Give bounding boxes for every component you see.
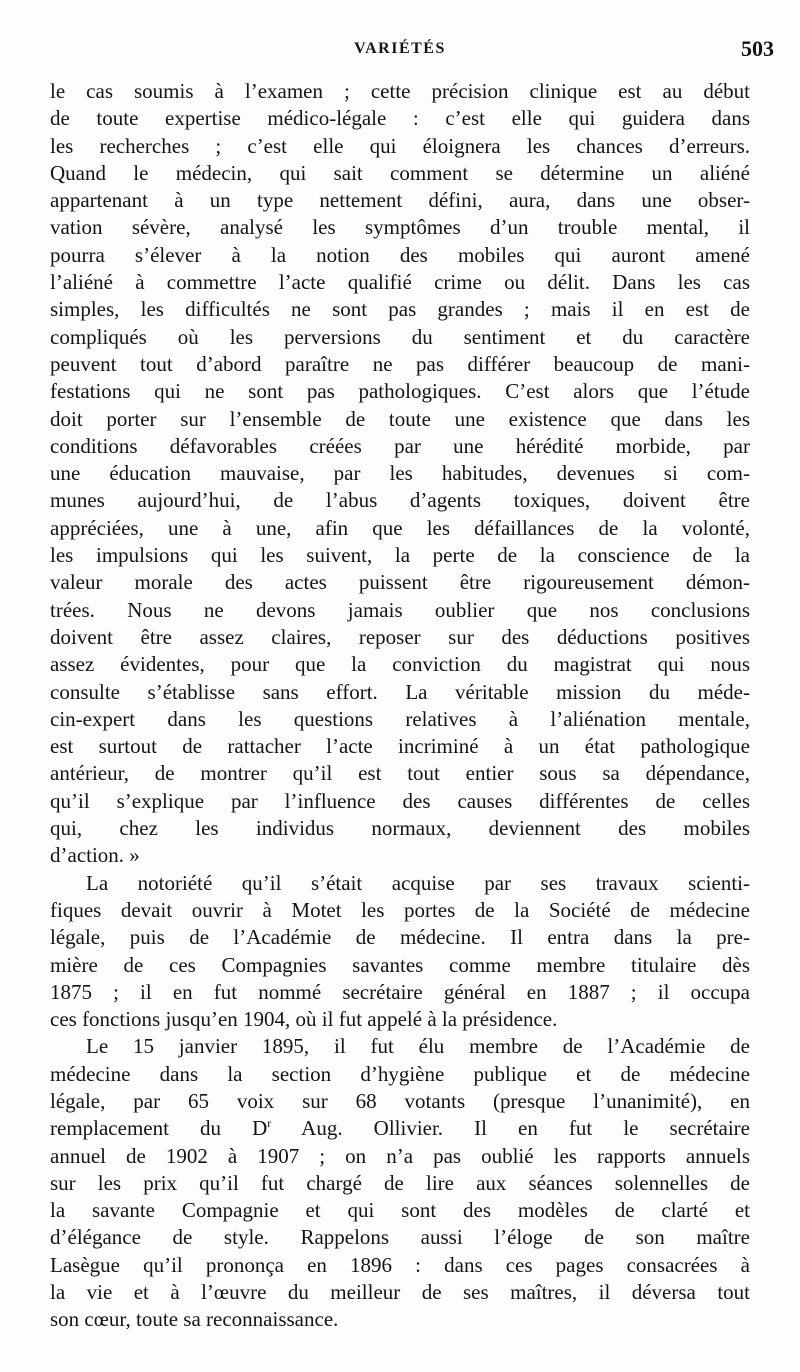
text-line: antérieur, de montrer qu’il est tout entier sous sa dépendance,: [50, 761, 750, 786]
text-line: consulte s’établisse sans effort. La véritable mission du méde-: [50, 679, 750, 704]
text-line: la vie et à l’œuvre du meilleur de ses maîtres, il déversa tout: [50, 1280, 750, 1305]
text-line: vation sévère, analysé les symptômes d’un trouble mental, il: [50, 215, 750, 240]
text-line: munes aujourd’hui, de l’abus d’agents toxiques, doivent être: [50, 488, 750, 513]
text-line: pourra s’élever à la notion des mobiles qui auront amené: [50, 242, 750, 267]
text-line: de toute expertise médico-légale : c’est elle qui guidera dans: [50, 106, 750, 131]
text-line: fiques devait ouvrir à Motet les portes de la Société de médecine: [50, 897, 750, 922]
text-line: légale, par 65 voix sur 68 votants (presque l’unanimité), en: [50, 1088, 750, 1113]
text-line: annuel de 1902 à 1907 ; on n’a pas oublié les rapports annuels: [50, 1143, 750, 1168]
text-line: légale, puis de l’Académie de médecine. Il entra dans la pre-: [50, 925, 750, 950]
text-line: assez évidentes, pour que la conviction du magistrat qui nous: [50, 652, 750, 677]
text-line: son cœur, toute sa reconnaissance.: [50, 1307, 339, 1332]
text-line: Le 15 janvier 1895, il fut élu membre de l’Académie de: [86, 1034, 750, 1059]
text-line: d’action. »: [50, 843, 140, 868]
text-line: une éducation mauvaise, par les habitudes, devenues si com-: [50, 461, 750, 486]
running-title: VARIÉTÉS: [354, 40, 446, 57]
running-head: [0, 36, 800, 62]
text-line: 1875 ; il en fut nommé secrétaire général en 1887 ; il occupa: [50, 979, 750, 1004]
text-line: Quand le médecin, qui sait comment se détermine un aliéné: [50, 160, 750, 185]
text-line: les impulsions qui les suivent, la perte de la conscience de la: [50, 543, 750, 568]
text-line: doit porter sur l’ensemble de toute une existence que dans les: [50, 406, 750, 431]
text-line: remplacement du $D^r$ Aug. Ollivier. Il en fut le secrétaire: [50, 1116, 750, 1141]
text-line: d’élégance de style. Rappelons aussi l’éloge de son maître: [50, 1225, 750, 1250]
text-line: La notoriété qu’il s’était acquise par ses travaux scienti-: [86, 870, 750, 895]
text-line: valeur morale des actes puissent être rigoureusement démon-: [50, 570, 750, 595]
text-line: trées. Nous ne devons jamais oublier que nos conclusions: [50, 597, 750, 622]
text-line: le cas soumis à l’examen ; cette précision clinique est au début: [50, 79, 750, 103]
text-line: doivent être assez claires, reposer sur des déductions positives: [50, 624, 750, 649]
text-line: compliqués où les perversions du sentiment et du caractère: [50, 324, 750, 349]
text-line: l’aliéné à commettre l’acte qualifié crime ou délit. Dans les cas: [50, 270, 750, 295]
superscript: r: [267, 1116, 272, 1131]
text-line: conditions défavorables créées par une hérédité morbide, par: [50, 433, 750, 458]
text-line: simples, les difficultés ne sont pas grandes ; mais il en est de: [50, 297, 750, 322]
text-line: appartenant à un type nettement défini, aura, dans une obser-: [50, 188, 750, 213]
text-line: médecine dans la section d’hygiène publique et de médecine: [50, 1061, 750, 1086]
text-line: appréciées, une à une, afin que les défaillances de la volonté,: [50, 515, 750, 540]
text-line: est surtout de rattacher l’acte incriminé à un état pathologique: [50, 734, 750, 759]
text-line: qui, chez les individus normaux, deviennent des mobiles: [50, 816, 750, 841]
text-line: ces fonctions jusqu’en 1904, où il fut appelé à la présidence.: [50, 1007, 558, 1032]
body-text: [50, 78, 750, 1334]
text-line: Lasègue qu’il prononça en 1896 : dans ces pages consacrées à: [50, 1252, 750, 1277]
text-line: peuvent tout d’abord paraître ne pas différer beaucoup de mani-: [50, 351, 750, 376]
text-line: sur les prix qu’il fut chargé de lire aux séances solennelles de: [50, 1170, 750, 1195]
text-line: les recherches ; c’est elle qui éloignera les chances d’erreurs.: [50, 133, 750, 158]
text-line: qu’il s’explique par l’influence des causes différentes de celles: [50, 788, 750, 813]
text-line: festations qui ne sont pas pathologiques. C’est alors que l’étude: [50, 379, 750, 404]
text-line: mière de ces Compagnies savantes comme membre titulaire dès: [50, 952, 750, 977]
text-line: la savante Compagnie et qui sont des modèles de clarté et: [50, 1198, 750, 1223]
page-number: 503: [741, 36, 774, 61]
text-line: cin-expert dans les questions relatives à l’aliénation mentale,: [50, 706, 750, 731]
